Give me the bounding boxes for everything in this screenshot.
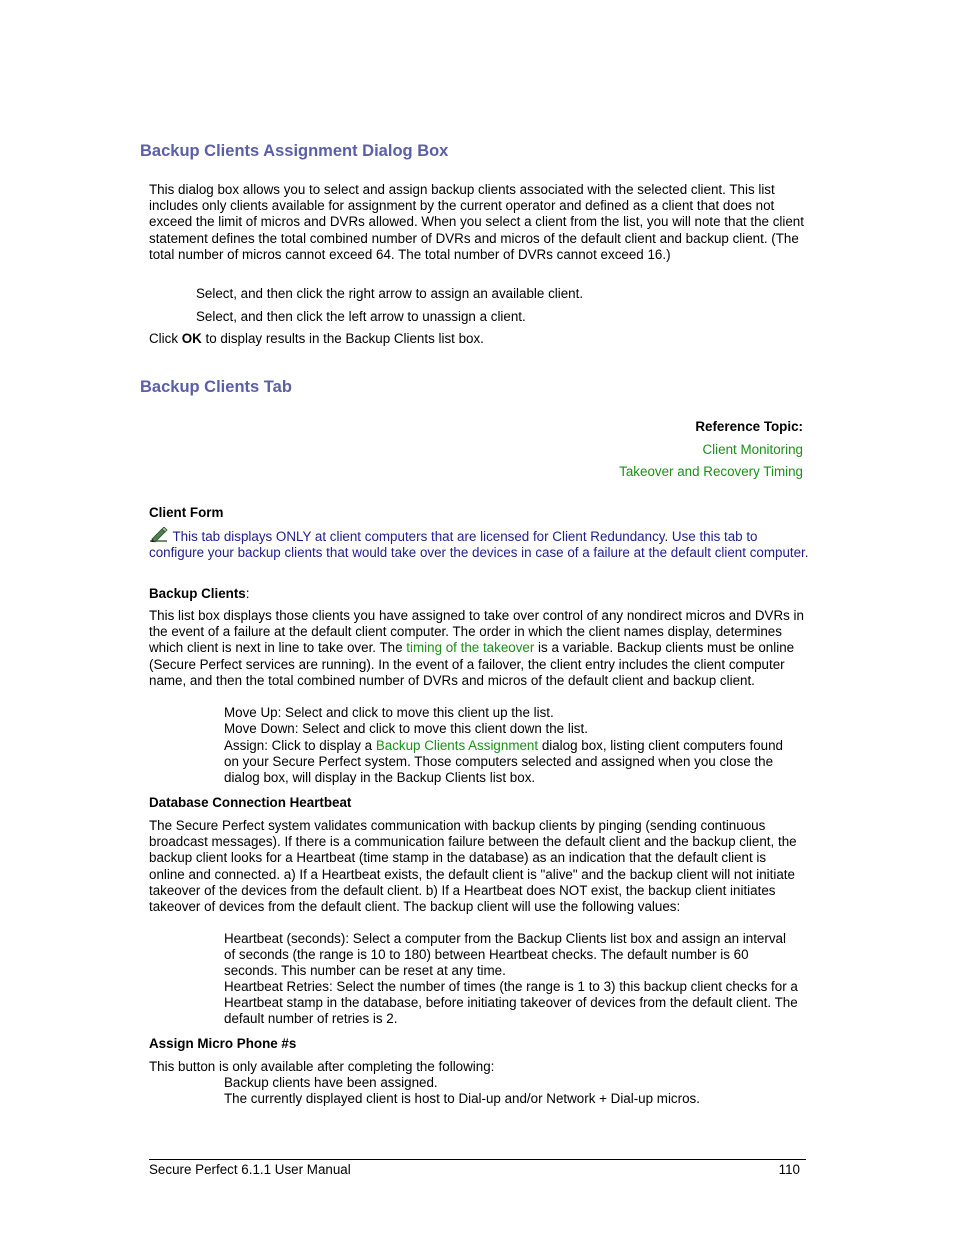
backup-clients-label: Backup Clients: [149, 586, 246, 601]
assign-item: [224, 738, 789, 787]
heartbeat-seconds-item: Heartbeat (seconds): Select a computer from the Backup Clients list box and assign an interval of seconds (the range is 10 to 180) between Heartbeat checks. The default number is 60 seconds. This number can be reset at any time.: [224, 931, 786, 979]
backup-clients-heading: [149, 586, 809, 602]
bc-text-b: is a variable. Backup clients must be online (Secure Perfect services are running). In the event of a failover, the client entry includes the client computer name, and then the total combined number of DVRs and micros of the default client and backup client.: [149, 640, 795, 688]
link-client-monitoring[interactable]: Client Monitoring: [702, 442, 803, 457]
page-number: 110: [778, 1162, 800, 1177]
footer-title: Secure Perfect 6.1.1 User Manual: [149, 1162, 351, 1177]
assign-micro-phone-text: This button is only available after completing the following:: [149, 1059, 495, 1074]
assign-step-2: Select, and then click the left arrow to unassign a client.: [196, 309, 526, 324]
backup-clients-colon: :: [245, 586, 250, 601]
click-prefix: Click: [149, 331, 182, 346]
move-down-item: Move Down: Select and click to move this client down the list.: [224, 721, 588, 736]
bc-text-a: This list box displays those clients you have assigned to take over control of any nondirect micros and DVRs in the event of a failure at the default client computer. The order in which the client names display, determines which client is next in line to take over. The: [149, 608, 804, 656]
heartbeat-retries-item: Heartbeat Retries: Select the number of times (the range is 1 to 3) this backup client checks for a Heartbeat stamp in the database, before initiating takeover of devices from the default client. The default number of retries is 2.: [224, 979, 798, 1027]
pen-note-icon: [149, 527, 169, 543]
amp-item-2: The currently displayed client is host to Dial-up and/or Network + Dial-up micros.: [224, 1091, 700, 1106]
link-backup-clients-assignment[interactable]: Backup Clients Assignment: [375, 738, 539, 753]
database-heartbeat-description: The Secure Perfect system validates communication with backup clients by pinging (sending continuous broadcast messages). If there is a communication failure between the default client and the backup client, the backup client looks for a Heartbeat (time stamp in the database) as an indication that the default client is online and connected. a) If a Heartbeat exists, the default client is "alive" and the backup client will not initiate takeover of the devices from the default client. b) If a Heartbeat does NOT exist, the backup client initiates takeover of devices from the default client. The backup client will use the following values:: [149, 818, 797, 915]
assignment-intro: This dialog box allows you to select and assign backup clients associated with the selected client. This list includes only clients available for assignment by the current operator and defined as a client that does not exceed the limit of micros and DVRs allowed. When you select a client from the list, you will note that the client statement defines the total combined number of DVRs and micros of the default client and backup client. (The total number of micros cannot exceed 64. The total number of DVRs cannot exceed 16.): [149, 182, 804, 262]
database-heartbeat-heading: Database Connection Heartbeat: [149, 795, 352, 810]
move-up-item: Move Up: Select and click to move this client up the list.: [224, 705, 554, 720]
assign-step-1: Select, and then click the right arrow to assign an available client.: [196, 286, 584, 301]
link-takeover-recovery-timing[interactable]: Takeover and Recovery Timing: [619, 464, 803, 479]
assign-text-b: dialog box, listing client computers found on your Secure Perfect system. Those computers selected and assigned when you close the dialog box, will display in the Backup Clients list box.: [224, 738, 783, 786]
assign-micro-phone-heading: Assign Micro Phone #s: [149, 1036, 297, 1051]
section-heading-assignment: Backup Clients Assignment Dialog Box: [140, 142, 449, 160]
click-suffix: to display results in the Backup Clients list box.: [201, 331, 484, 346]
client-form-heading: Client Form: [149, 505, 224, 520]
assign-text-a: Assign: Click to display a: [224, 738, 376, 753]
section-heading-tab: Backup Clients Tab: [140, 378, 292, 396]
licensing-note-text: This tab displays ONLY at client computers that are licensed for Client Redundancy. Use this tab to configure your backup clients that would take over the devices in case of a failure at the default client computer.: [149, 529, 809, 561]
click-ok-instruction: [149, 331, 809, 347]
licensing-note: [149, 527, 809, 561]
backup-clients-description: [149, 608, 809, 689]
link-timing-of-takeover[interactable]: timing of the takeover: [406, 640, 535, 656]
reference-topic-label: Reference Topic:: [695, 419, 803, 434]
amp-item-1: Backup clients have been assigned.: [224, 1075, 438, 1090]
footer-divider: [149, 1159, 806, 1160]
ok-label: OK: [181, 331, 202, 346]
